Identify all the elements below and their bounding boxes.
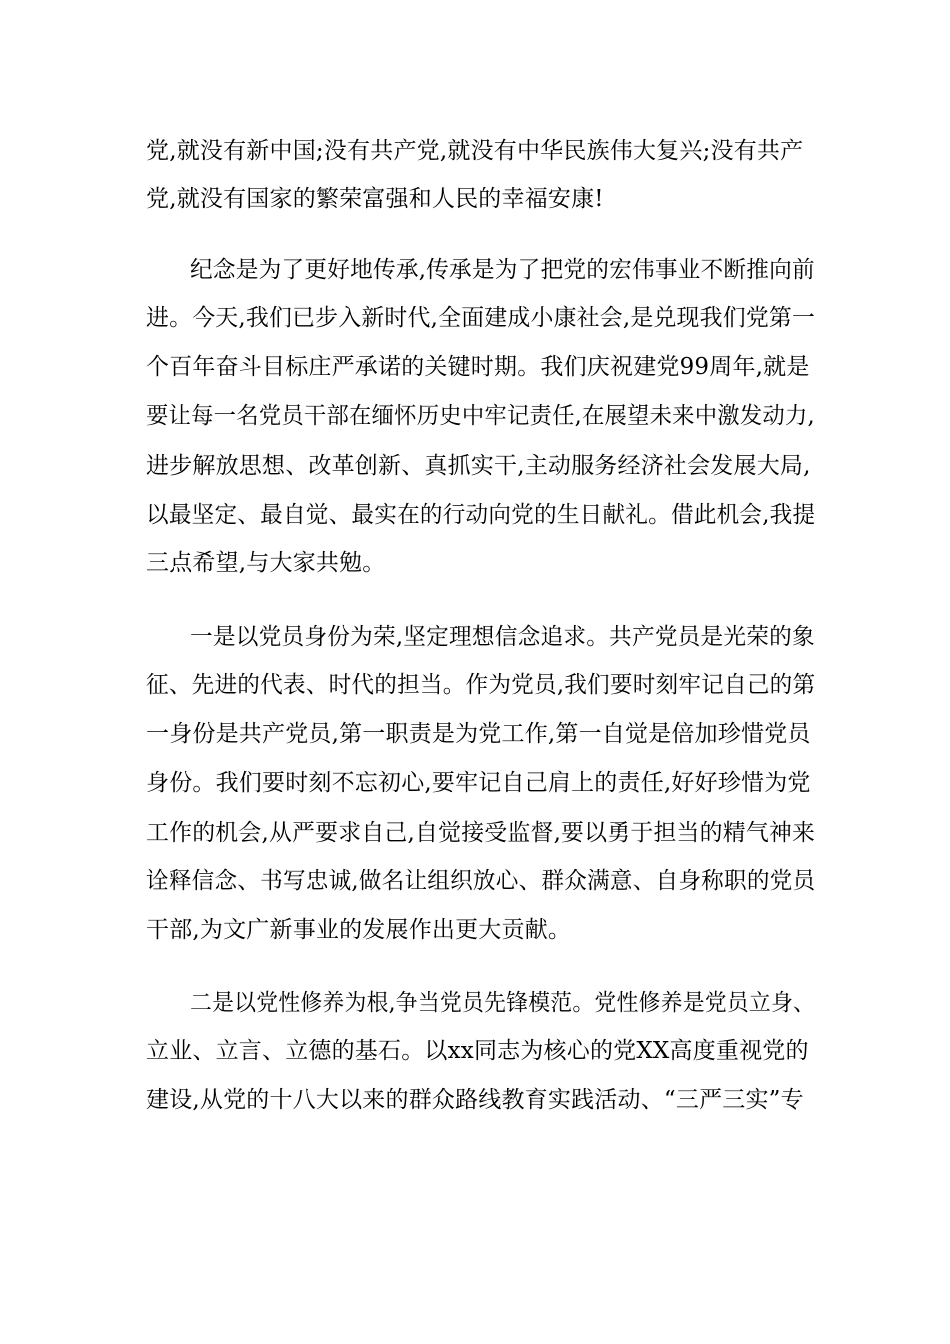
paragraph-4-line-2: 立业、立言、立德的基石。以xx同志为核心的党XX高度重视党的	[146, 1038, 809, 1064]
paragraph-2-line-3: 个百年奋斗目标庄严承诺的关键时期。我们庆祝建党99周年,就是	[146, 354, 810, 380]
paragraph-3-line-7: 干部,为文广新事业的发展作出更大贡献。	[146, 917, 572, 943]
paragraph-4-line-1: 二是以党性修养为根,争当党员先锋模范。党性修养是党员立身、	[190, 990, 816, 1016]
paragraph-1-line-1: 党,就没有新中国;没有共产党,就没有中华民族伟大复兴;没有共产	[146, 138, 804, 164]
paragraph-3-line-2: 征、先进的代表、时代的担当。作为党员,我们要时刻牢记自己的第	[146, 672, 816, 698]
paragraph-2-line-1: 纪念是为了更好地传承,传承是为了把党的宏伟事业不断推向前	[190, 257, 815, 283]
paragraph-3-line-1: 一是以党员身份为荣,坚定理想信念追求。共产党员是光荣的象	[190, 624, 815, 650]
paragraph-3-line-3: 一身份是共产党员,第一职责是为党工作,第一自觉是倍加珍惜党员	[146, 721, 811, 747]
paragraph-3-line-6: 诠释信念、书写忠诚,做名让组织放心、群众满意、自身称职的党员	[146, 868, 816, 894]
paragraph-2-line-5: 进步解放思想、改革创新、真抓实干,主动服务经济社会发展大局,	[146, 453, 811, 479]
paragraph-2-line-7: 三点希望,与大家共勉。	[146, 550, 386, 576]
paragraph-1-line-2: 党,就没有国家的繁荣富强和人民的幸福安康!	[146, 186, 604, 212]
paragraph-2-line-6: 以最坚定、最自觉、最实在的行动向党的生日献礼。借此机会,我提	[146, 502, 816, 528]
paragraph-3-line-5: 工作的机会,从严要求自己,自觉接受监督,要以勇于担当的精气神来	[146, 820, 816, 846]
paragraph-2-line-4: 要让每一名党员干部在缅怀历史中牢记责任,在展望未来中激发动力,	[146, 403, 815, 429]
paragraph-3-line-4: 身份。我们要时刻不忘初心,要牢记自己肩上的责任,好好珍惜为党	[146, 770, 811, 796]
paragraph-4-line-3: 建设,从党的十八大以来的群众路线教育实践活动、“三严三实”专	[146, 1087, 804, 1113]
paragraph-2-line-2: 进。今天,我们已步入新时代,全面建成小康社会,是兑现我们党第一	[146, 305, 816, 331]
